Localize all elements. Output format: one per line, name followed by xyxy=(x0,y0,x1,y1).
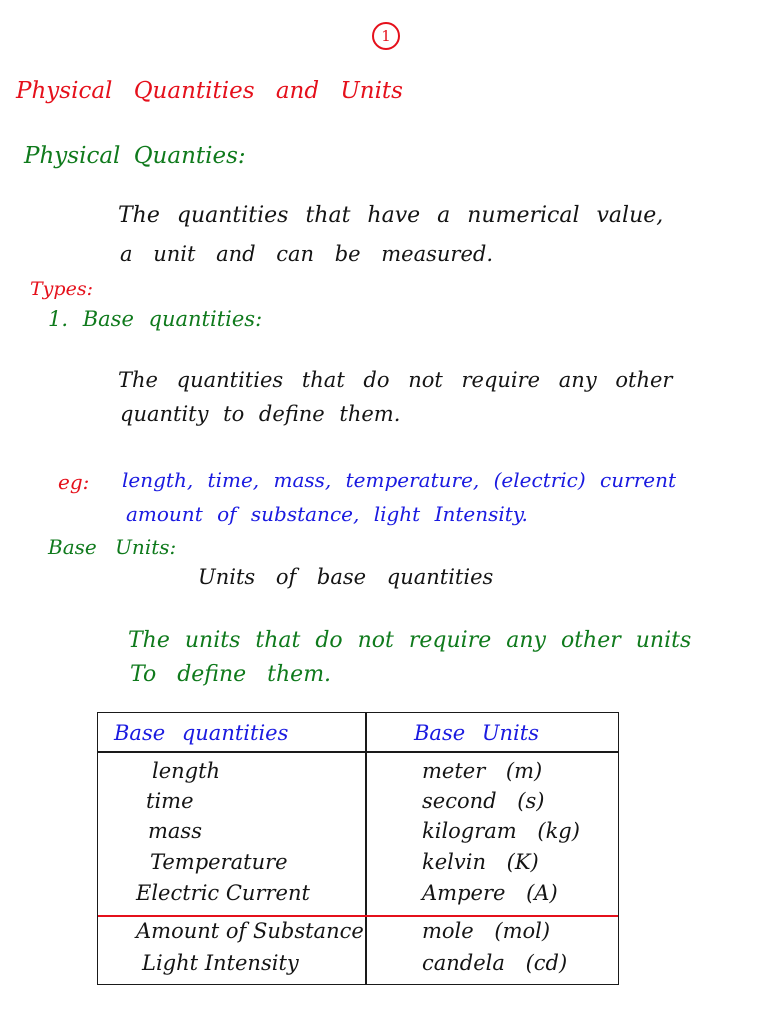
unit-cell: Ampere (A) xyxy=(422,881,558,905)
base-units-table xyxy=(97,712,619,985)
unit-cell: candela (cd) xyxy=(422,951,568,975)
table-header-quantities: Base quantities xyxy=(114,721,289,745)
table-header-units: Base Units xyxy=(414,721,539,745)
section-heading: Physical Quanties: xyxy=(24,143,246,169)
base-units-definition-line-1: The units that do not require any other units xyxy=(128,628,692,653)
base-units-definition-line-2: To define them. xyxy=(130,662,332,687)
table-row xyxy=(98,759,618,792)
table-red-rule xyxy=(98,915,618,917)
definition-line-1: The quantities that have a numerical value, xyxy=(118,203,664,228)
unit-cell: second (s) xyxy=(422,789,545,813)
unit-cell: kilogram (kg) xyxy=(422,819,580,843)
examples-line-1: length, time, mass, temperature, (electric) current xyxy=(122,468,677,492)
table-row xyxy=(98,850,618,883)
table-header-rule xyxy=(98,751,618,753)
quantity-cell: Electric Current xyxy=(136,881,310,905)
quantity-cell: time xyxy=(146,789,194,813)
quantity-cell: length xyxy=(152,759,221,783)
table-row xyxy=(98,951,618,984)
unit-cell: mole (mol) xyxy=(422,919,551,943)
table-row xyxy=(98,919,618,952)
quantity-cell: mass xyxy=(148,819,202,843)
quantity-cell: Amount of Substance xyxy=(136,919,364,943)
table-row xyxy=(98,819,618,852)
examples-line-2: amount of substance, light Intensity. xyxy=(126,502,528,526)
table-row xyxy=(98,881,618,914)
unit-cell: kelvin (K) xyxy=(422,850,539,874)
unit-cell: meter (m) xyxy=(422,759,543,783)
examples-label: eg: xyxy=(58,470,90,494)
base-quantities-definition-line-1: The quantities that do not require any other xyxy=(118,368,673,392)
types-label: Types: xyxy=(30,278,93,300)
definition-line-2: a unit and can be measured. xyxy=(120,242,494,266)
page-title: Physical Quantities and Units xyxy=(16,78,403,104)
page-number: 1 xyxy=(372,22,400,50)
base-units-label: Base Units: xyxy=(48,535,177,559)
quantity-cell: Light Intensity xyxy=(142,951,299,975)
base-units-phrase: Units of base quantities xyxy=(198,565,494,589)
base-quantities-definition-line-2: quantity to define them. xyxy=(120,402,401,426)
base-quantities-heading: 1. Base quantities: xyxy=(48,307,263,331)
table-row xyxy=(98,789,618,822)
quantity-cell: Temperature xyxy=(150,850,288,874)
